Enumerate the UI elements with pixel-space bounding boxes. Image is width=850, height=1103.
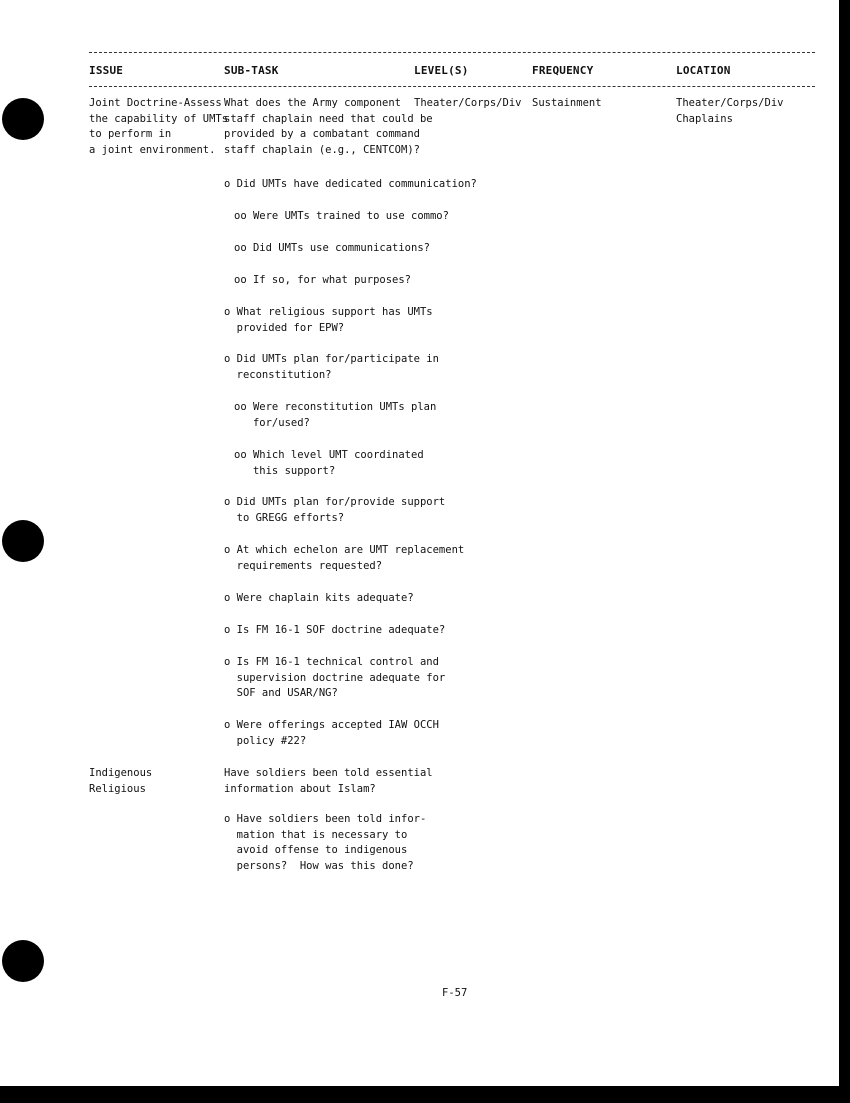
header-issue: ISSUE (89, 64, 124, 77)
subtask-item: o What religious support has UMTs provided for EPW? (224, 306, 433, 334)
subtask-item: o Did UMTs plan for/participate in reconstitution? (224, 353, 439, 381)
row2-issue: Indigenous Religious (89, 767, 153, 795)
punch-hole (2, 940, 44, 982)
scan-border-bottom (0, 1086, 850, 1103)
row1-location: Theater/Corps/Div Chaplains (676, 97, 784, 125)
scan-border-right (839, 0, 850, 1103)
row2-subtask: Have soldiers been told essential information about Islam? (224, 767, 433, 795)
header-frequency: FREQUENCY (532, 64, 594, 77)
subtask-item: o Have soldiers been told infor- mation that is necessary to avoid offense to indigenous persons? How was this done? (224, 813, 427, 872)
subtask-subitem: oo Did UMTs use communications? (234, 242, 430, 254)
subtask-subitem: oo Which level UMT coordinated this support? (234, 449, 424, 477)
subtask-subitem: oo Were UMTs trained to use commo? (234, 210, 449, 222)
subtask-subitem: oo Were reconstitution UMTs plan for/used? (234, 401, 437, 429)
subtask-item: o Is FM 16-1 technical control and supervision doctrine adequate for SOF and USAR/NG? (224, 656, 446, 699)
subtask-item: o Did UMTs plan for/provide support to GREGG efforts? (224, 496, 446, 524)
punch-hole (2, 98, 44, 140)
row1-issue: Joint Doctrine-Assess the capability of UMTs to perform in a joint environment. (89, 97, 229, 156)
row1-levels: Theater/Corps/Div (414, 97, 522, 109)
header-top-rule (89, 52, 815, 53)
page-number: F-57 (442, 987, 468, 999)
row1-frequency: Sustainment (532, 97, 602, 109)
header-levels: LEVEL(S) (414, 64, 469, 77)
header-location: LOCATION (676, 64, 731, 77)
subtask-item: o Were offerings accepted IAW OCCH policy #22? (224, 719, 439, 747)
header-bottom-rule (89, 86, 815, 87)
row1-subtask: What does the Army component staff chaplain need that could be provided by a combatant command staff chaplain (e.g., CENTCOM)? (224, 97, 433, 156)
header-subtask: SUB-TASK (224, 64, 279, 77)
punch-hole (2, 520, 44, 562)
subtask-item: o Is FM 16-1 SOF doctrine adequate? (224, 624, 446, 636)
subtask-item: o Did UMTs have dedicated communication? (224, 178, 477, 190)
subtask-item: o Were chaplain kits adequate? (224, 592, 414, 604)
subtask-subitem: oo If so, for what purposes? (234, 274, 412, 286)
subtask-item: o At which echelon are UMT replacement requirements requested? (224, 544, 465, 572)
